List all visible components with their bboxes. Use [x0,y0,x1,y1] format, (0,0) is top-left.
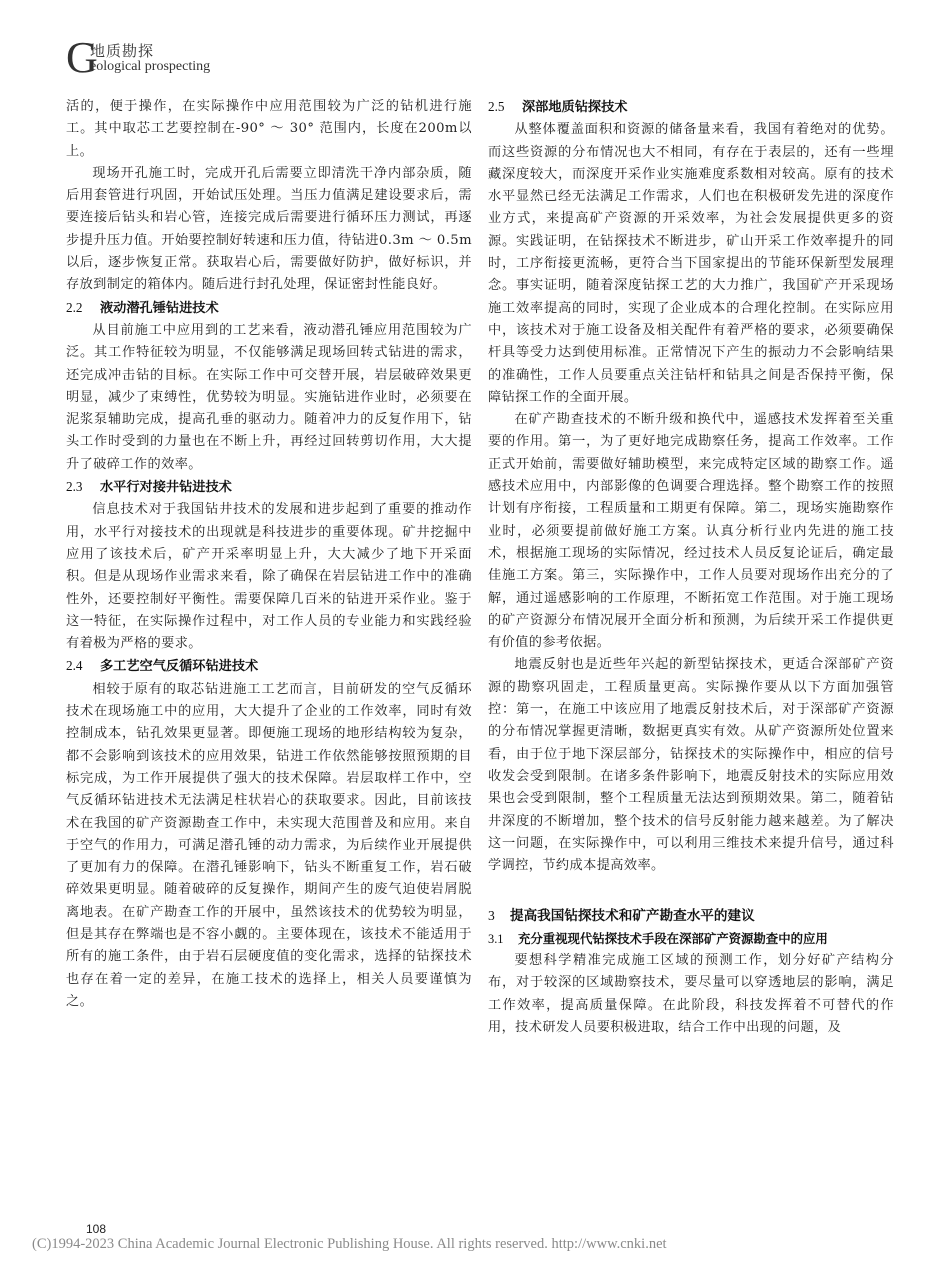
paragraph: 地震反射也是近些年兴起的新型钻探技术，更适合深部矿产资源的勘察巩固走，工程质量更高。实际操作要从以下方面加强管控：第一，在施工中该应用了地震反射技术后，对于深部矿产资源的分布情况掌握更清晰，数据更真实有效。从矿产资源所处位置来看，由于位于地下深层部分，钻探技术的实际操作中，相应的信号收发会受到限制。在诸多条件影响下，地震反射技术的实际应用效果也会受到限制，整个工程质量无法达到预期效果。第二，随着钻井深度的不断增加，整个技术的信号反射能力越来越差。为了解决这一问题，在实际操作中，可以利用三维技术来提升信号，通过科学调控，节约成本提高效率。 [488,657,894,874]
section-number: 3.1 [488,931,504,946]
paragraph: 现场开孔施工时，完成开孔后需要立即清洗干净内部杂质，随后用套管进行巩固，开始试压处理。当压力值满足建设要求后，需要连接后钻头和岩心管，连接完成后需要进行循环压力测试，再逐步提升压力值。开始要控制好转速和压力值，待钻进0.3m ～ 0.5m以后，逐步恢复正常。获取岩心后，需要做好防护，做好标识，并存放到制定的箱体内。随后进行封孔处理，保证密封性能良好。 [66,165,472,293]
left-column [66,96,472,1013]
section-heading-3 [488,905,894,927]
section-title: 多工艺空气反循环钻进技术 [100,659,259,675]
section-title: 提高我国钻探技术和矿产勘查水平的建议 [510,908,755,925]
paragraph: 信息技术对于我国钻井技术的发展和进步起到了重要的推动作用，水平行对接技术的出现就是科技进步的重要体现。矿井挖掘中应用了该技术后，矿产开采率明显上升，大大减少了地下开采面积。但是从现场作业需求来看，除了确保在岩层钻进工作中的准确性外，还要控制好平衡性。需要保障几百米的钻进开采作业。鉴于这一特征，在实际操作过程中，对工作人员的专业能力和实践经验有着极为严格的要求。 [66,502,472,652]
section-title: 液动潜孔锤钻进技术 [100,300,219,316]
paragraph: 从整体覆盖面积和资源的储备量来看，我国有着绝对的优势。而这些资源的分布情况也大不相同，有存在于表层的，还有一些埋藏深度较大，而深度开采作业实施难度系数相对较高。原有的技术水平显然已经无法满足工作需求，人们也在积极研发先进的深度作业方式，来提高矿产资源的开采效率，为社会发展提供更多的资源。实践证明，在钻探技术不断进步，矿山开采工作效率提升的同时，工序衔接更流畅，更符合当下国家提出的节能环保新型发展理念。事实证明，随着深度钻探工艺的大力推广，我国矿产开采现场施工效率提高的同时，实现了企业成本的合理化控制。在实际应用中，该技术对于施工设备及相关配件有着严格的要求，必须要确保杆具等受力达到使用标准。正常情况下产生的振动力不会影响结果的准确性，工作人员要重点关注钻杆和钻具之间是否保持平衡，保障钻探工作的全面开展。 [488,122,894,405]
paragraph: 在矿产勘查技术的不断升级和换代中，遥感技术发挥着至关重要的作用。第一，为了更好地完成勘察任务，提高工作效率。工作正式开始前，需要做好辅助模型，来完成特定区域的勘察工作。遥感技术应用中，内部影像的色调要合理选择。整个勘察工作的按照计划有序衔接，工程质量和工期更有保障。第二，现场实施勘察作业时，必须要提前做好施工方案。认真分析行业内先进的施工技术，根据施工现场的实际情况，经过技术人员反复论证后，确定最佳施工方案。第三，实际操作中，工作人员要对现场作出充分的了解，通过遥感影响的工作原理，不断拓宽工作范围。对于施工现场的矿产资源分布情况展开全面分析和预测，为后续开采工作提供更有价值的参考依据。 [488,412,894,651]
section-number: 2.2 [66,299,83,315]
journal-title-en: eological prospecting [90,59,211,74]
section-heading-3-1 [488,928,894,950]
journal-logo-initial: G [66,33,98,82]
paragraph-continuation: 活的，便于操作，在实际操作中应用范围较为广泛的钻机进行施工。其中取芯工艺要控制在-90° ～ 30° 范围内，长度在200m以上。 [66,99,472,159]
copyright-footer: (C)1994-2023 China Academic Journal Electronic Publishing House. All rights reserved. http://www.cnki.net [32,1236,667,1252]
section-heading-2-5 [488,96,894,119]
page-number: 108 [86,1222,107,1236]
journal-header [66,33,366,82]
section-number: 2.3 [66,479,83,495]
section-title: 水平行对接井钻进技术 [100,480,232,496]
section-heading-2-2 [66,297,472,320]
section-number: 2.5 [488,99,505,114]
section-number: 2.4 [66,658,83,674]
section-number: 3 [488,908,495,924]
section-title: 深部地质钻探技术 [522,100,628,115]
section-heading-2-4 [66,655,472,678]
journal-title-cn: 地质勘探 [90,42,155,60]
paragraph: 相较于原有的取芯钻进施工工艺而言，目前研发的空气反循环技术在现场施工中的应用，大大提升了企业的工作效率，同时有效控制成本，钻孔效果更显著。即便施工现场的地形结构较为复杂，都不会影响到该技术的应用效果，钻进工作依然能够按照预期的目标完成，为工作开展提供了强大的技术保障。岩层取样工作中，空气反循环钻进技术无法满足柱状岩心的获取要求。因此，目前该技术在我国的矿产资源勘查工作中，未实现大范围普及和应用。来自于空气的作用力，可满足潜孔锤的动力需求，为后续作业开展提供了更加有力的保障。在潜孔锤影响下，钻头不断重复工作，岩石破碎效果更明显。随着破碎的反复操作，期间产生的废气迫使岩屑脱离地表。在矿产勘查工作的开展中，虽然该技术的优势较为明显，但是其存在弊端也是不容小觑的。主要体现在，该技术不能适用于所有的施工条件，由于岩石层硬度值的变化需求，选择的钻探技术也存在着一定的差异，在施工技术的选择上，相关人员要谨慎为之。 [66,681,472,1009]
section-heading-2-3 [66,476,472,499]
paragraph: 要想科学精准完成施工区域的预测工作，划分好矿产结构分布，对于较深的区域勘察技术，要尽量可以穿透地层的影响，满足工作效率，提高质量保障。在此阶段，科技发挥着不可替代的作用，技术研发人员要积极进取，结合工作中出现的问题，及 [488,952,894,1035]
paragraph: 从目前施工中应用到的工艺来看，液动潜孔锤应用范围较为广泛。其工作特征较为明显，不仅能够满足现场回转式钻进的需求，还完成冲击钻的目标。在实际工作中可交替开展，岩层破碎效果更明显，减少了束缚性，优势较为明显。实施钻进作业时，必须要在泥浆泵辅助完成，提高孔垂的驱动力。随着冲力的反复作用下，钻头工作时受到的力量也在不断上升，再经过回转剪切作用，大大提升了破碎工作的效率。 [66,322,472,472]
section-title: 充分重视现代钻探技术手段在深部矿产资源勘查中的应用 [518,930,828,946]
right-column [488,96,894,1039]
